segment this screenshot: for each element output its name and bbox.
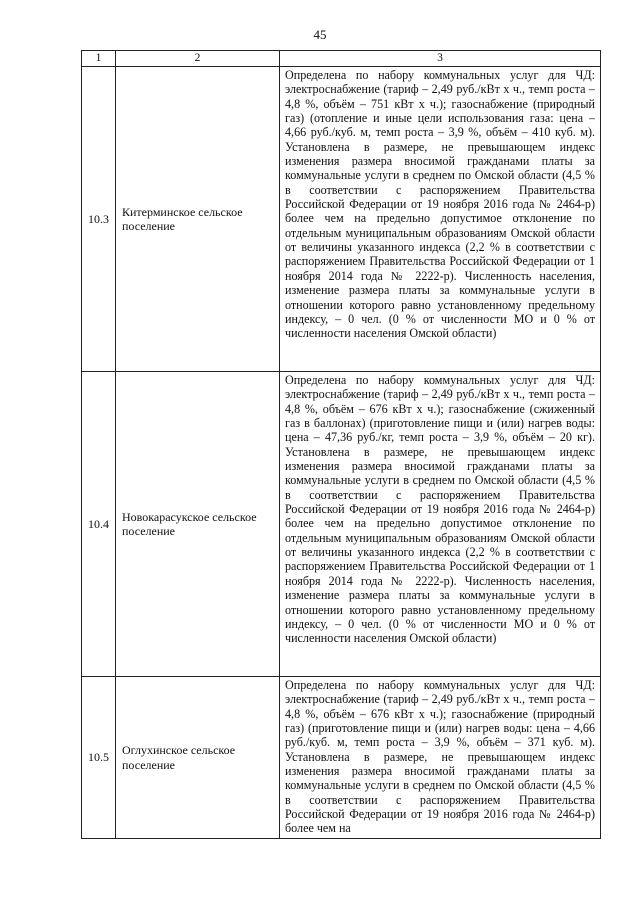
settlement-description bbox=[280, 677, 601, 839]
description-text: Определена по набору коммунальных услуг для ЧД: электроснабжение (тариф – 2,49 руб./кВт х ч., темп роста – 4,8 %, объём – 676 кВт х ч.); газоснабжение (сжиженный газ в баллонах) (приготовление пищи и (или) нагрев воды: цена – 47,36 руб./кг, темп роста – 3,9 %, объём – 20 кг). Установлена в размере, не превышающем индекс изменения размера вносимой гражданами платы за коммунальные услуги в среднем по Омской области (4,5 % в соответствии с распоряжением Правительства Российской Федерации от 19 ноября 2016 года № 2464-р) более чем на предельно допустимое отклонение по отдельным муниципальным образованиям Омской области от величины указанного индекса (2,2 % в соответствии с распоряжением Правительства Российской Федерации от 1 ноября 2014 года № 2222-р). Численность населения, изменение размера платы за коммунальные услуги в отношении которого равно установленному предельному индексу, – 0 чел. (0 % от численности МО и 0 % от численности населения Омской области) bbox=[285, 373, 595, 646]
table-row bbox=[82, 67, 601, 372]
table-header-row bbox=[82, 51, 601, 67]
table-row bbox=[82, 372, 601, 677]
column-header-1: 1 bbox=[82, 51, 116, 67]
row-number: 10.4 bbox=[82, 372, 116, 677]
settlement-name: Оглухинское сельское поселение bbox=[116, 677, 280, 839]
description-text: Определена по набору коммунальных услуг для ЧД: электроснабжение (тариф – 2,49 руб./кВт х ч., темп роста – 4,8 %, объём – 751 кВт х ч.); газоснабжение (природный газ) (отопление и иные цели использования газа: цена – 4,66 руб./куб. м, темп роста – 3,9 %, объём – 410 куб. м). Установлена в размере, не превышающем индекс изменения размера вносимой гражданами платы за коммунальные услуги в среднем по Омской области (4,5 % в соответствии с распоряжением Правительства Российской Федерации от 19 ноября 2016 года № 2464-р) более чем на предельно допустимое отклонение по отдельным муниципальным образованиям Омской области от величины указанного индекса (2,2 % в соответствии с распоряжением Правительства Российской Федерации от 1 ноября 2014 года № 2222-р). Численность населения, изменение размера платы за коммунальные услуги в отношении которого равно установленному предельному индексу, – 0 чел. (0 % от численности МО и 0 % от численности населения Омской области) bbox=[285, 68, 595, 341]
page-number: 45 bbox=[313, 27, 327, 42]
row-number: 10.5 bbox=[82, 677, 116, 839]
description-text: Определена по набору коммунальных услуг для ЧД: электроснабжение (тариф – 2,49 руб./кВт х ч., темп роста – 4,8 %, объём – 676 кВт х ч.); газоснабжение (природный газ) (приготовление пищи и (или) нагрев воды: цена – 4,66 руб./куб. м, темп роста – 3,9 %, объём – 371 куб. м). Установлена в размере, не превышающем индекс изменения размера вносимой гражданами платы за коммунальные услуги в среднем по Омской области (4,5 % в соответствии с распоряжением Правительства Российской Федерации от 19 ноября 2016 года № 2464-р) более чем на bbox=[285, 678, 595, 836]
utilities-table bbox=[81, 50, 601, 839]
column-header-3: 3 bbox=[280, 51, 601, 67]
settlement-description bbox=[280, 372, 601, 677]
settlement-name: Китерминское сельское поселение bbox=[116, 67, 280, 372]
settlement-description bbox=[280, 67, 601, 372]
settlement-name: Новокарасукское сельское поселение bbox=[116, 372, 280, 677]
table-row bbox=[82, 677, 601, 839]
column-header-2: 2 bbox=[116, 51, 280, 67]
row-number: 10.3 bbox=[82, 67, 116, 372]
